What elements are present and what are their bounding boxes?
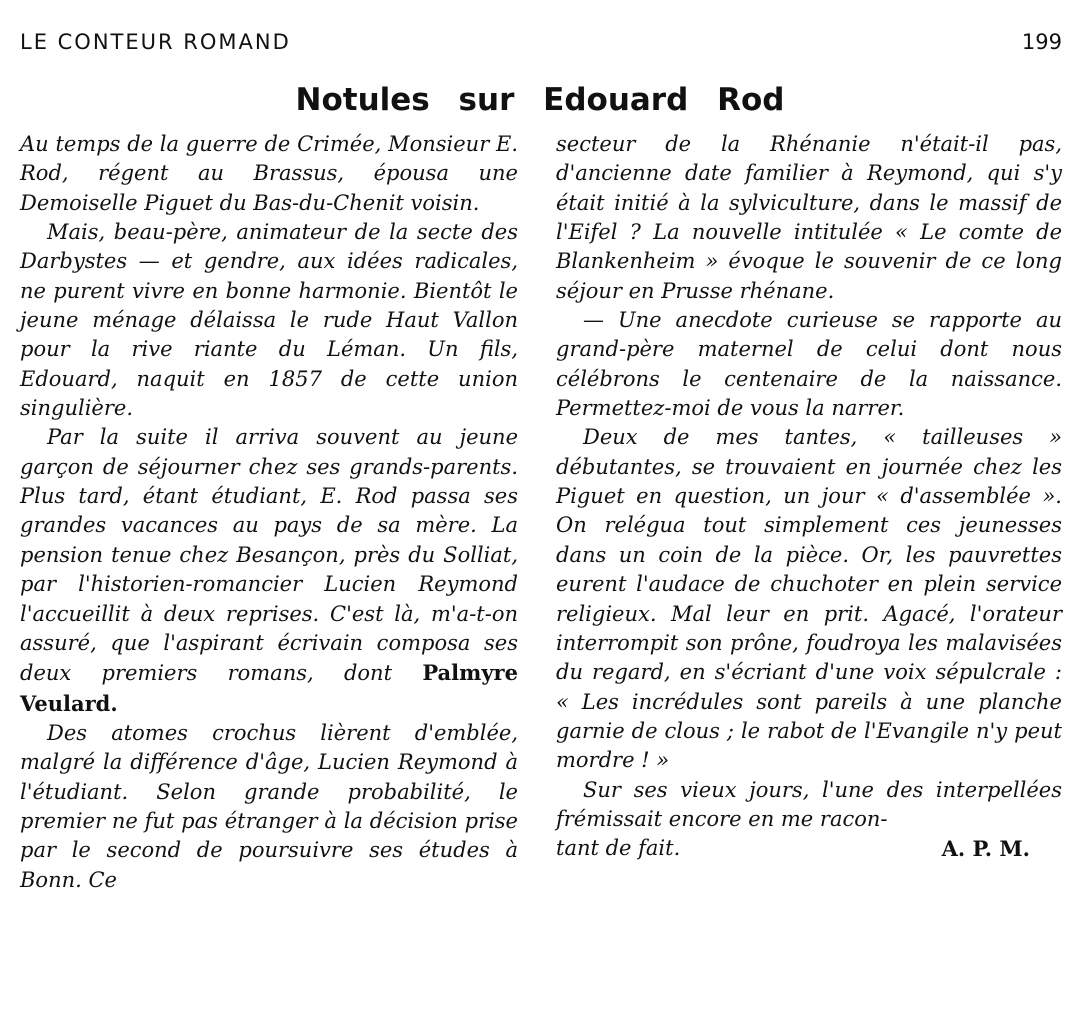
novel-title: Palmyre Veulard. [20, 660, 518, 716]
paragraph: Mais, beau-père, animateur de la secte des Darbystes — et gendre, aux idées radicales, ne purent vivre en bonne harmonie. Bientôt le jeune ménage délaissa le rude Haut Vallon pour la rive riante du Léman. Un fils, Edouard, naquit en 1857 de cette union singulière. [20, 220, 518, 421]
left-column [20, 130, 518, 895]
closing-text: tant de fait. [556, 836, 681, 861]
running-head: LE CONTEUR ROMAND [20, 30, 291, 54]
paragraph: Au temps de la guerre de Crimée, Monsieur E. Rod, régent au Brassus, épousa une Demoiselle Piguet du Bas-du-Chenit voisin. [20, 132, 518, 215]
paragraph: Sur ses vieux jours, l'une des interpellées frémissait encore en me racon- [556, 777, 1062, 831]
paragraph: Deux de mes tantes, « tailleuses » débutantes, se trouvaient en journée chez les Piguet en question, un jour « d'assemblée ». On relégua tout simplement ces jeunesses dans un coin de la pièce. Or, les pauvrettes eurent l'audace de chuchoter en plein service religieux. Mal leur en prit. Agacé, l'orateur interrompit son prône, foudroya les malavisées du regard, en s'écriant d'une voix sépulcrale : « Les incrédules sont pareils à une planche garnie de clous ; le rabot de l'Evangile n'y peut mordre ! » [556, 425, 1062, 773]
paragraph: secteur de la Rhénanie n'était-il pas, d'ancienne date familier à Reymond, qui s'y était initié à la sylviculture, dans le massif de l'Eifel ? La nouvelle intitulée « Le comte de Blankenheim » évoque le souvenir de ce long séjour en Prusse rhénane. [556, 132, 1062, 303]
paragraph-text: Par la suite il arriva souvent au jeune garçon de séjourner chez ses grands-parents. Plus tard, étant étudiant, E. Rod passa ses grandes vacances au pays de sa mère. La pension tenue chez Besançon, près du Solliat, par l'historien-romancier Lucien Reymond l'accueillit à deux reprises. C'est là, m'a-t-on assuré, que l'aspirant écrivain composa ses deux premiers romans, dont [20, 425, 518, 686]
paragraph [20, 423, 518, 718]
article-title: Notules sur Edouard Rod [295, 82, 785, 118]
paragraph: — Une anecdote curieuse se rapporte au grand-père maternel de celui dont nous célébrons le centenaire de la naissance. Permettez-moi de vous la narrer. [556, 308, 1062, 421]
signature: A. P. M. [941, 836, 1030, 862]
paragraph: Des atomes crochus lièrent d'emblée, malgré la différence d'âge, Lucien Reymond à l'étudiant. Selon grande probabilité, le premier ne fut pas étranger à la décision prise par le second de poursuivre ses études à Bonn. Ce [20, 720, 518, 892]
closing-line [556, 834, 1062, 863]
page-number: 199 [1021, 30, 1062, 54]
right-column [556, 130, 1062, 864]
